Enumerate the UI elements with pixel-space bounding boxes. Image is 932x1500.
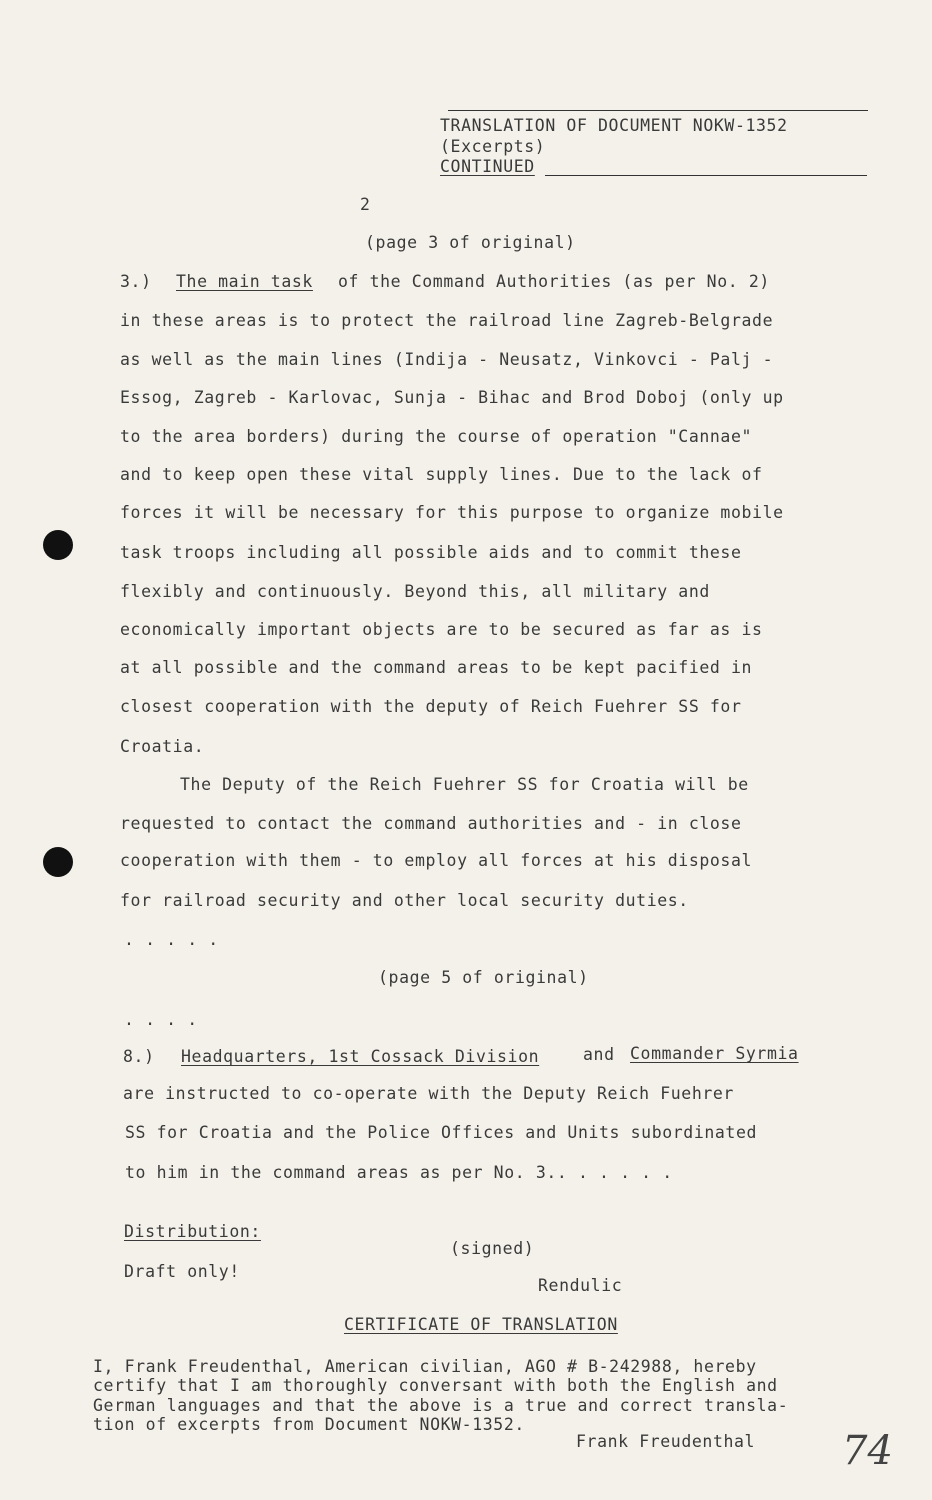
certificate-line: German languages and that the above is a true and correct transla- (93, 1396, 789, 1415)
certificate-line: certify that I am thoroughly conversant with both the English and (93, 1376, 778, 1395)
paragraph-3-line: task troops including all possible aids and to commit these (120, 543, 742, 562)
ellipsis-dots: . . . . . (124, 930, 219, 949)
page-number: 2 (360, 195, 371, 214)
paragraph-3-line: to the area borders) during the course of operation "Cannae" (120, 427, 753, 446)
paragraph-3-line: Croatia. (120, 737, 205, 756)
distribution-value: Draft only! (124, 1262, 240, 1281)
page-reference-3: (page 3 of original) (365, 233, 576, 252)
distribution-label: Distribution: (124, 1222, 261, 1241)
paragraph-8-line: to him in the command areas as per No. 3.. . . . . . (125, 1163, 673, 1182)
signed-note: (signed) (450, 1239, 535, 1258)
paragraph-3-line: forces it will be necessary for this purpose to organize mobile (120, 503, 784, 522)
paragraph-3-line: economically important objects are to be secured as far as is (120, 620, 763, 639)
header-bottom-rule (545, 175, 867, 176)
paragraph-8-lead-commander: Commander Syrmia (630, 1044, 799, 1063)
paragraph-3-line: in these areas is to protect the railroad line Zagreb-Belgrade (120, 311, 774, 330)
paragraph-3-line: of the Command Authorities (as per No. 2) (338, 272, 770, 291)
paragraph-3-line: closest cooperation with the deputy of Reich Fuehrer SS for (120, 697, 742, 716)
certificate-line: I, Frank Freudenthal, American civilian, AGO # B-242988, hereby (93, 1357, 757, 1376)
paragraph-3-line: as well as the main lines (Indija - Neusatz, Vinkovci - Palj - (120, 350, 774, 369)
certificate-title: CERTIFICATE OF TRANSLATION (344, 1315, 618, 1334)
deputy-paragraph-line: for railroad security and other local security duties. (120, 891, 689, 910)
header-excerpts: (Excerpts) (440, 137, 546, 156)
paragraph-8-line: are instructed to co-operate with the Deputy Reich Fuehrer (123, 1084, 734, 1103)
paragraph-3-line: at all possible and the command areas to be kept pacified in (120, 658, 753, 677)
paragraph-8-number: 8.) (123, 1047, 155, 1066)
punch-hole-bottom (43, 847, 73, 877)
certificate-signature: Frank Freudenthal (576, 1432, 756, 1451)
deputy-paragraph-line: requested to contact the command authorities and - in close (120, 814, 742, 833)
handwritten-page-number: 74 (842, 1428, 893, 1474)
paragraph-3-number: 3.) (120, 272, 152, 291)
ellipsis-dots: . . . . (124, 1010, 198, 1029)
paragraph-3-line: Essog, Zagreb - Karlovac, Sunja - Bihac and Brod Doboj (only up (120, 388, 784, 407)
header-continued: CONTINUED (440, 157, 535, 176)
paragraph-8-lead-hq: Headquarters, 1st Cossack Division (181, 1047, 540, 1066)
paragraph-3-line: and to keep open these vital supply lines. Due to the lack of (120, 465, 763, 484)
header-title: TRANSLATION OF DOCUMENT NOKW-1352 (440, 116, 788, 135)
deputy-paragraph-line: cooperation with them - to employ all forces at his disposal (120, 851, 753, 870)
paragraph-8-line: SS for Croatia and the Police Offices and Units subordinated (125, 1123, 758, 1142)
paragraph-8-and: and (583, 1045, 615, 1064)
punch-hole-top (43, 530, 73, 560)
paragraph-3-lead: The main task (176, 272, 313, 291)
certificate-line: tion of excerpts from Document NOKW-1352. (93, 1415, 525, 1434)
header-top-rule (448, 110, 868, 111)
signer-name: Rendulic (538, 1276, 623, 1295)
paragraph-3-line: flexibly and continuously. Beyond this, all military and (120, 582, 710, 601)
deputy-paragraph-line: The Deputy of the Reich Fuehrer SS for Croatia will be (180, 775, 749, 794)
page-reference-5: (page 5 of original) (378, 968, 589, 987)
